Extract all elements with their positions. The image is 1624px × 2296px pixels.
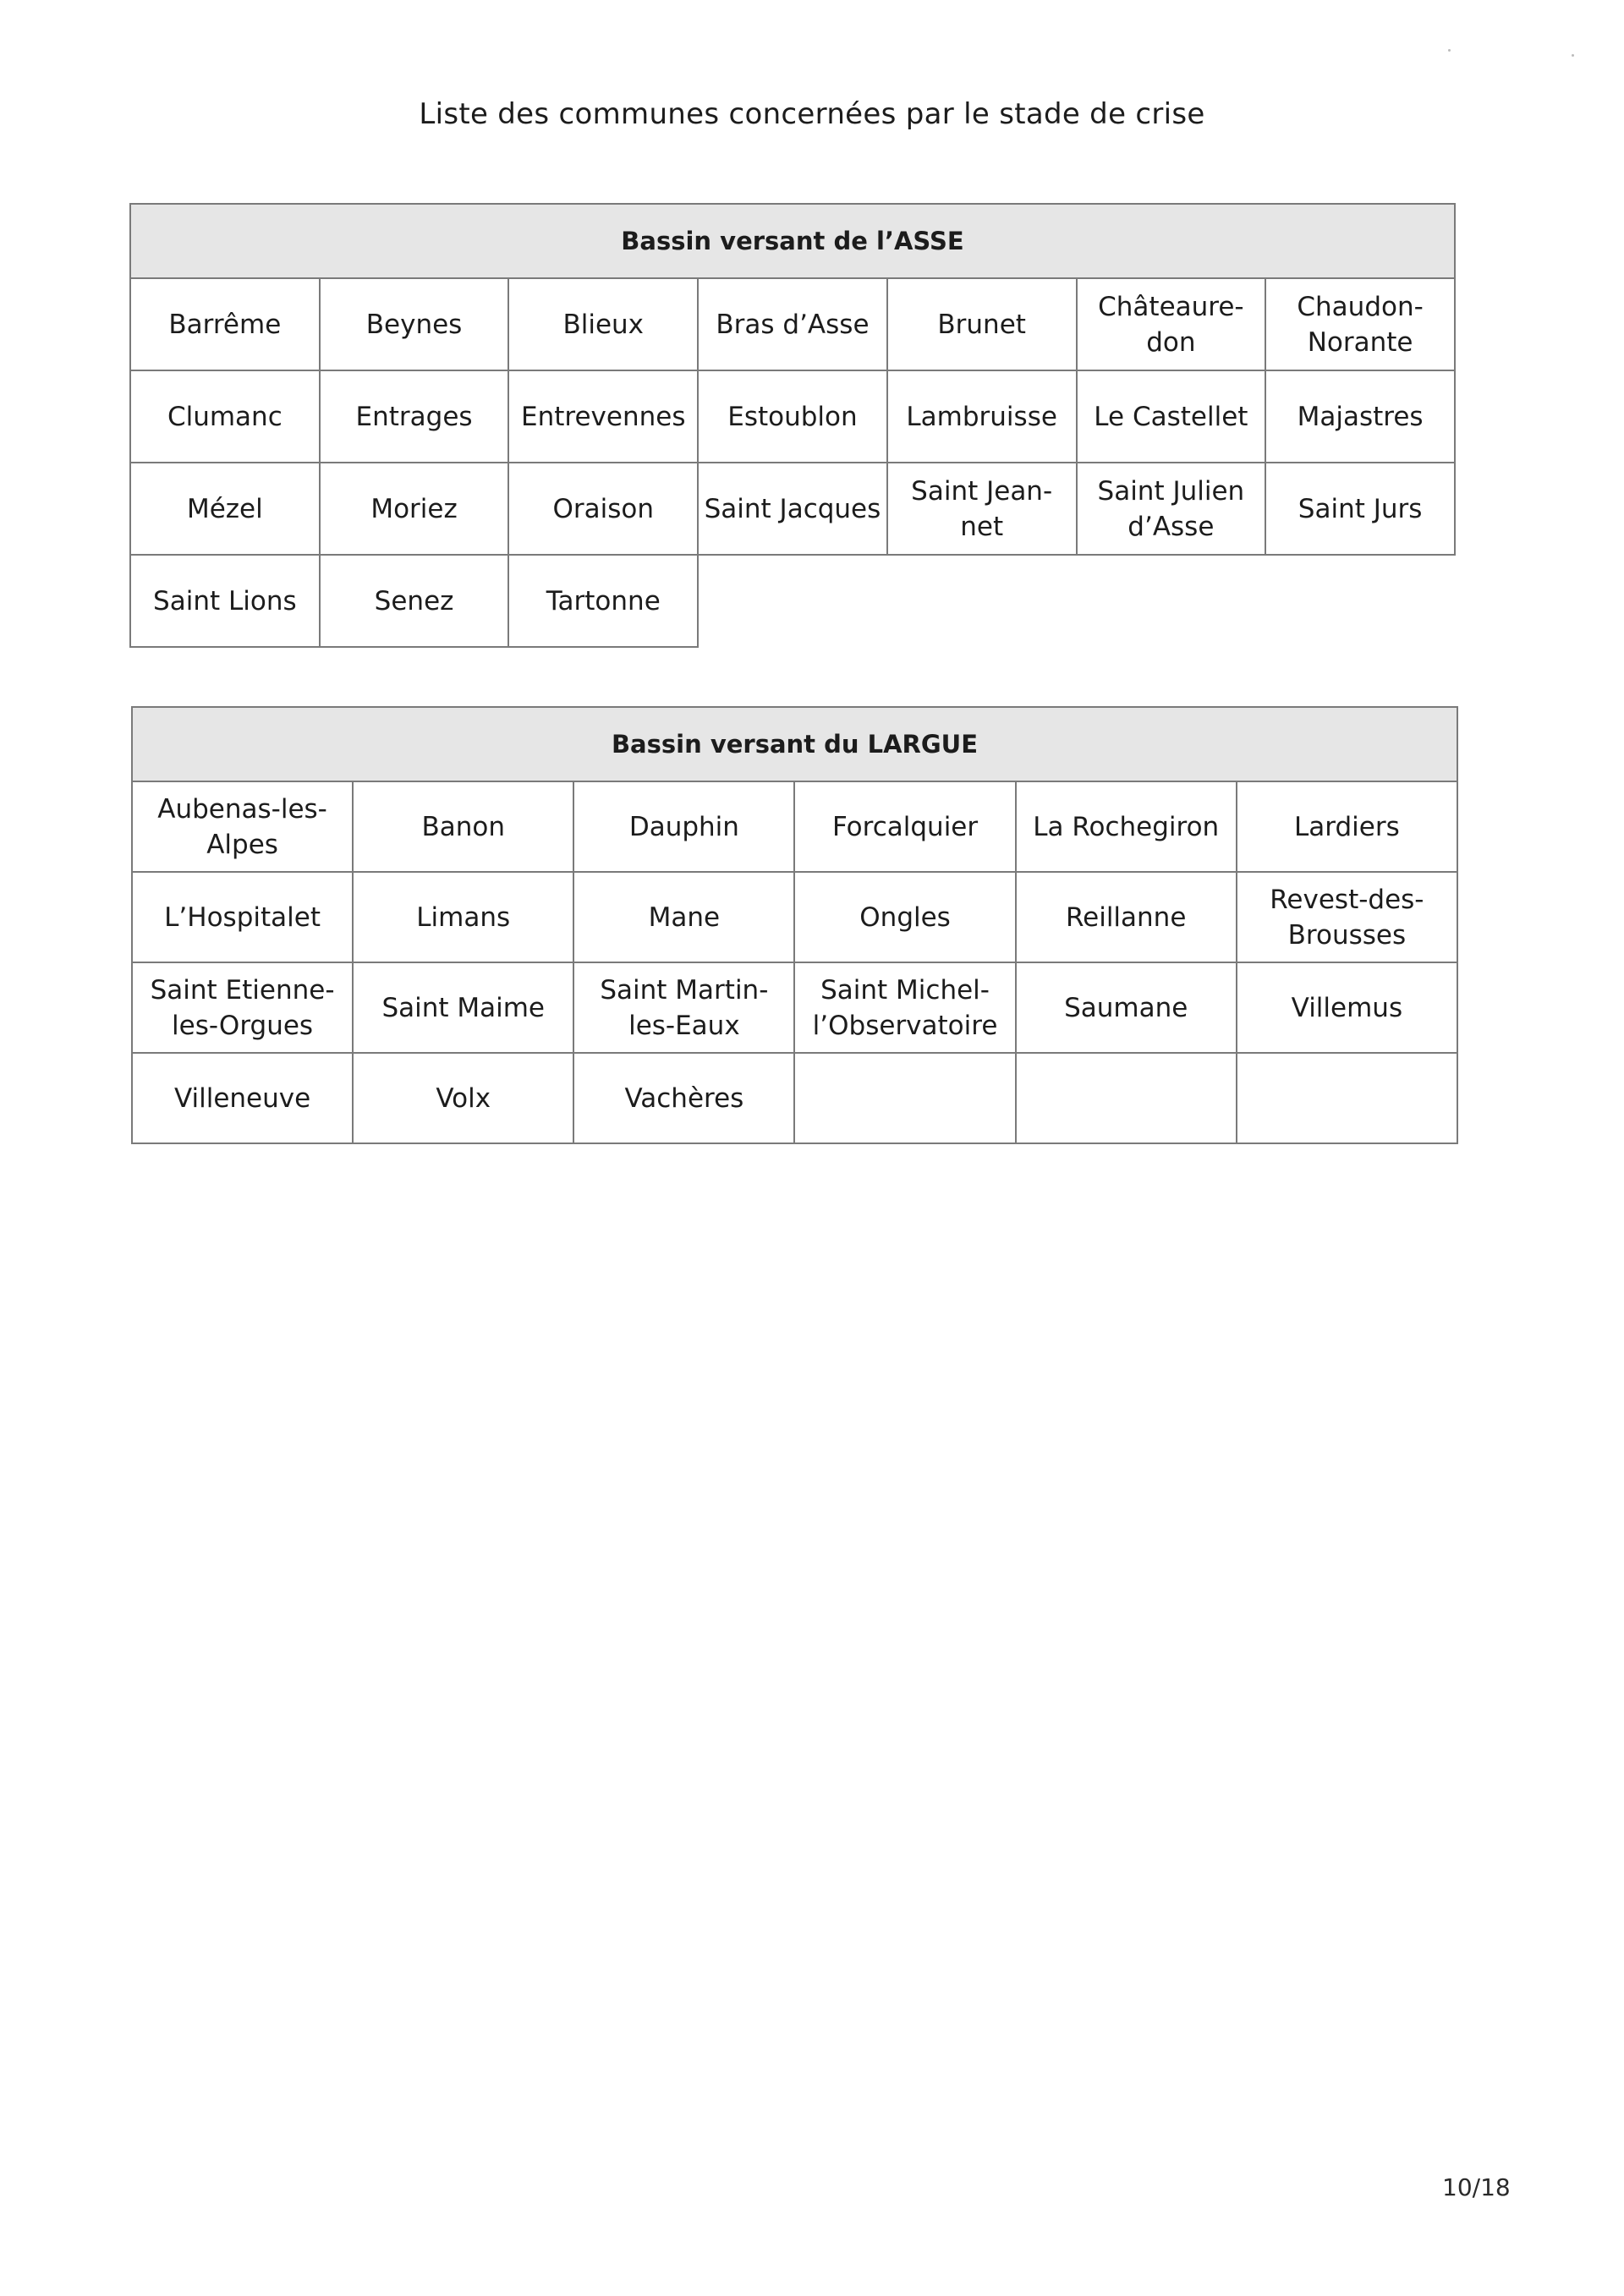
commune-cell: Saint Etienne-les-Orgues	[132, 962, 353, 1053]
table-header-row	[132, 707, 1457, 781]
commune-cell: Saint Maime	[353, 962, 573, 1053]
empty-cell	[1265, 555, 1455, 647]
page-number: 10/18	[1442, 2173, 1511, 2201]
commune-cell: Dauphin	[573, 781, 794, 872]
commune-cell: Volx	[353, 1053, 573, 1143]
commune-cell: Lambruisse	[887, 370, 1077, 463]
table-row	[130, 555, 1455, 647]
commune-cell: Forcalquier	[794, 781, 1015, 872]
commune-cell: Blieux	[508, 278, 698, 370]
commune-cell: Brunet	[887, 278, 1077, 370]
commune-cell: Villemus	[1237, 962, 1457, 1053]
table-row	[132, 781, 1457, 872]
empty-cell	[1077, 555, 1266, 647]
commune-cell: Saint Lions	[130, 555, 320, 647]
commune-cell	[1237, 1053, 1457, 1143]
scan-mark	[1572, 54, 1574, 57]
commune-cell: Le Castellet	[1077, 370, 1266, 463]
commune-cell: Ongles	[794, 872, 1015, 962]
table-header-row	[130, 204, 1455, 278]
commune-cell: Estoublon	[698, 370, 887, 463]
commune-cell: Majastres	[1265, 370, 1455, 463]
table-row	[132, 962, 1457, 1053]
commune-cell: Limans	[353, 872, 573, 962]
commune-cell: La Rochegiron	[1016, 781, 1237, 872]
commune-cell: L’Hospitalet	[132, 872, 353, 962]
commune-cell: Clumanc	[130, 370, 320, 463]
commune-cell: Banon	[353, 781, 573, 872]
commune-cell: Senez	[320, 555, 509, 647]
basin-heading: Bassin versant de l’ASSE	[130, 204, 1455, 278]
commune-cell: Oraison	[508, 463, 698, 555]
commune-cell: Mézel	[130, 463, 320, 555]
commune-cell: Saint Martin-les-Eaux	[573, 962, 794, 1053]
commune-cell: Moriez	[320, 463, 509, 555]
table-row	[130, 370, 1455, 463]
commune-cell: Lardiers	[1237, 781, 1457, 872]
commune-cell: Villeneuve	[132, 1053, 353, 1143]
commune-cell	[794, 1053, 1015, 1143]
commune-cell: Entrevennes	[508, 370, 698, 463]
commune-cell: Barrême	[130, 278, 320, 370]
table-row	[132, 1053, 1457, 1143]
table-row	[132, 872, 1457, 962]
commune-cell: Bras d’Asse	[698, 278, 887, 370]
commune-cell: Reillanne	[1016, 872, 1237, 962]
commune-cell	[1016, 1053, 1237, 1143]
commune-cell: Saint Jacques	[698, 463, 887, 555]
commune-cell: Entrages	[320, 370, 509, 463]
commune-cell: Chaudon-Norante	[1265, 278, 1455, 370]
commune-cell: Saint Jurs	[1265, 463, 1455, 555]
commune-cell: Châteaure-don	[1077, 278, 1266, 370]
commune-cell: Beynes	[320, 278, 509, 370]
page-title: Liste des communes concernées par le stade de crise	[419, 97, 1205, 131]
commune-cell: Saint Julien d’Asse	[1077, 463, 1266, 555]
table-row	[130, 278, 1455, 370]
empty-cell	[698, 555, 887, 647]
table-row	[130, 463, 1455, 555]
basin-table-largue	[131, 706, 1458, 1144]
scan-mark	[1448, 49, 1451, 52]
commune-cell: Saint Jean-net	[887, 463, 1077, 555]
commune-cell: Revest-des-Brousses	[1237, 872, 1457, 962]
commune-cell: Aubenas-les-Alpes	[132, 781, 353, 872]
commune-cell: Mane	[573, 872, 794, 962]
empty-cell	[887, 555, 1077, 647]
commune-cell: Vachères	[573, 1053, 794, 1143]
basin-heading: Bassin versant du LARGUE	[132, 707, 1457, 781]
commune-cell: Saint Michel-l’Observatoire	[794, 962, 1015, 1053]
commune-cell: Tartonne	[508, 555, 698, 647]
basin-table-asse	[129, 203, 1456, 648]
commune-cell: Saumane	[1016, 962, 1237, 1053]
